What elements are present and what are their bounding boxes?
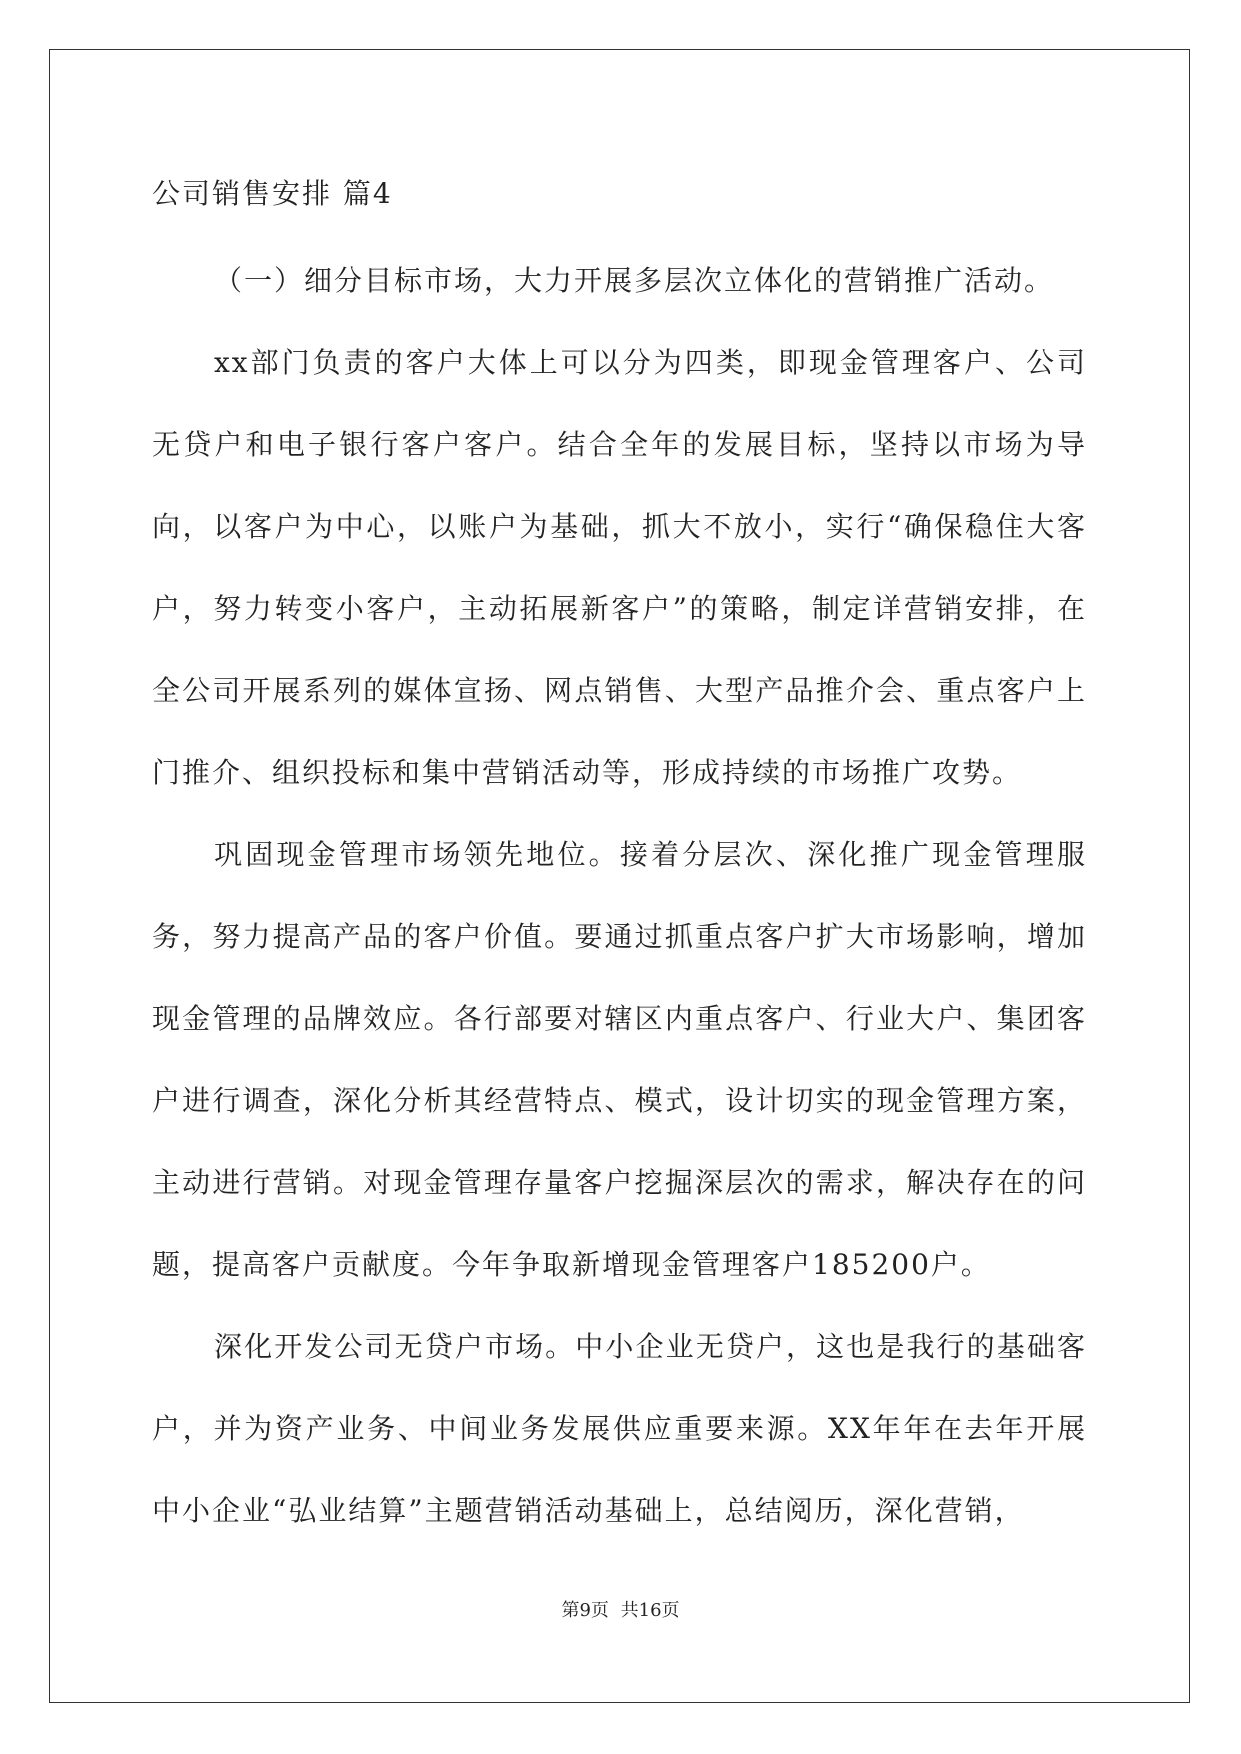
- paragraph: 巩固现金管理市场领先地位。接着分层次、深化推广现金管理服务，努力提高产品的客户价值。要通过抓重点客户扩大市场影响，增加现金管理的品牌效应。各行部要对辖区内重点客户、行业大户、集团客户进行调查，深化分析其经营特点、模式，设计切实的现金管理方案，主动进行营销。对现金管理存量客户挖掘深层次的需求，解决存在的问题，提高客户贡献度。今年争取新增现金管理客户185200户。: [152, 838, 1087, 1281]
- page-number-footer: 第9页 共16页: [561, 1600, 680, 1621]
- paragraph: xx部门负责的客户大体上可以分为四类，即现金管理客户、公司无贷户和电子银行客户客户。结合全年的发展目标，坚持以市场为导向，以客户为中心，以账户为基础，抓大不放小，实行“确保稳住大客户，努力转变小客户，主动拓展新客户”的策略，制定详营销安排，在全公司开展系列的媒体宣扬、网点销售、大型产品推介会、重点客户上门推介、组织投标和集中营销活动等，形成持续的市场推广攻势。: [152, 346, 1087, 789]
- document-body: [152, 162, 1087, 1552]
- paragraph: 深化开发公司无贷户市场。中小企业无贷户，这也是我行的基础客户，并为资产业务、中间业务发展供应重要来源。XX年年在去年开展中小企业“弘业结算”主题营销活动基础上，总结阅历，深化营销，: [152, 1330, 1087, 1527]
- document-title: 公司销售安排 篇4: [152, 177, 393, 210]
- paragraph: （一）细分目标市场，大力开展多层次立体化的营销推广活动。: [214, 264, 1055, 297]
